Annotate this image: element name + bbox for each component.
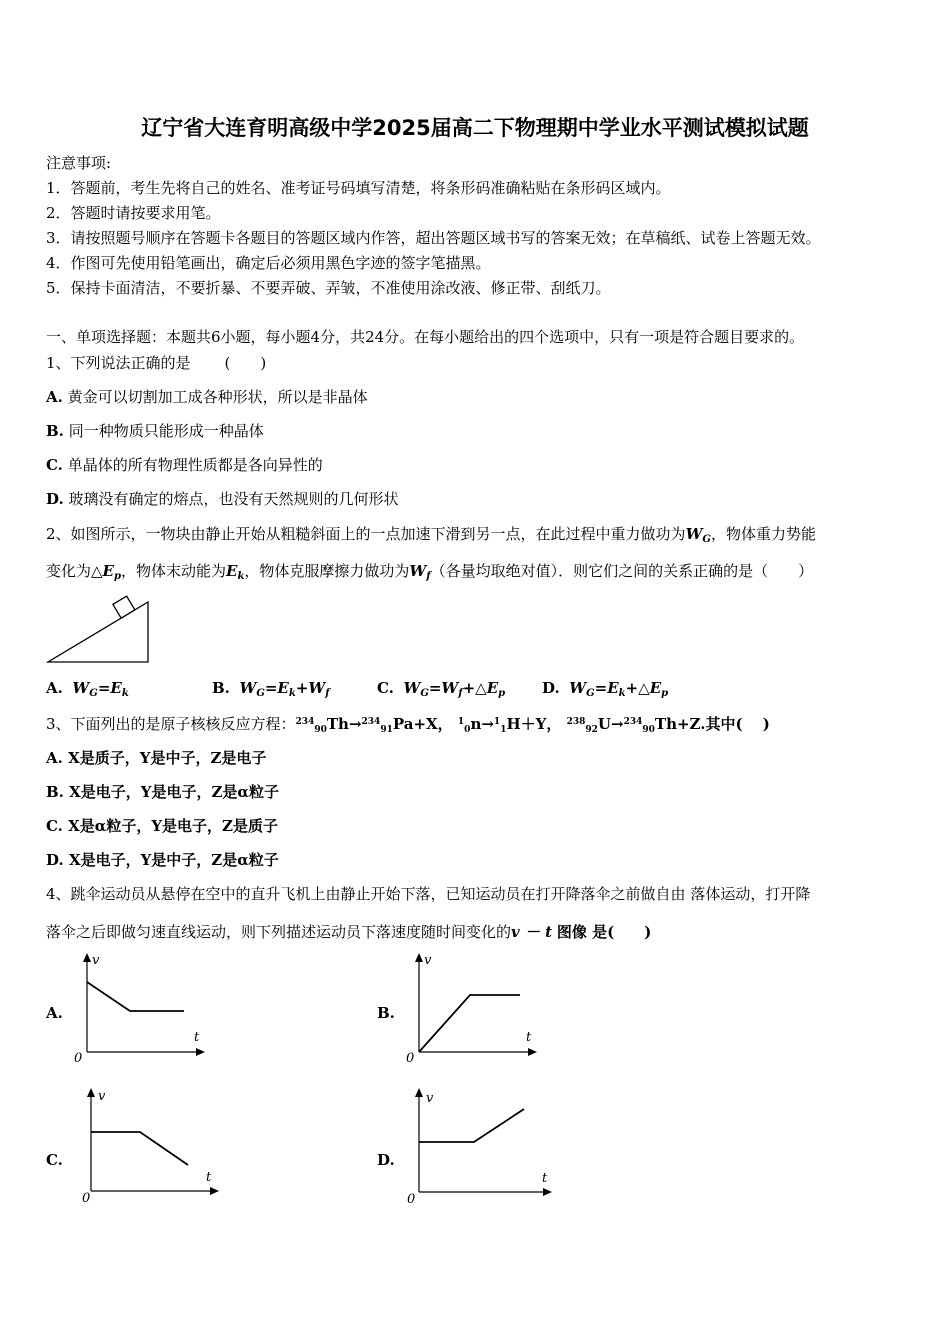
notice-item-3: 3．请按照题号顺序在答题卡各题目的答题区域内作答，超出答题区域书写的答案无效；在草稿纸、试卷上答题无效。 (46, 229, 821, 247)
q3-option-c: C. X是α粒子，Y是电子，Z是质子 (46, 817, 278, 835)
graph-b (404, 950, 544, 1065)
q1-stem: 1、下列说法正确的是 ( ) (46, 354, 267, 372)
graph-a-t-arrow (196, 1048, 205, 1056)
graph-d-t-label: t (542, 1171, 548, 1186)
page-title: 辽宁省大连育明高级中学2025届高二下物理期中学业水平测试模拟试题 (141, 116, 809, 140)
q1-option-a: A. 黄金可以切割加工成各种形状，所以是非晶体 (46, 388, 368, 406)
graph-c-origin: 0 (82, 1191, 91, 1205)
q3-option-a: A. X是质子，Y是中子，Z是电子 (46, 749, 267, 767)
graph-c-t-label: t (206, 1170, 212, 1185)
q4-stem-line1: 4、跳伞运动员从悬停在空中的直升飞机上由静止开始下落，已知运动员在打开降落伞之前做自由 落体运动，打开降 (46, 885, 811, 903)
graph-a (72, 950, 212, 1065)
graph-b-t-label: t (526, 1030, 532, 1045)
q2-stem-line1: 2、如图所示，一物块由静止开始从粗糙斜面上的一点加速下滑到另一点，在此过程中重力做功为$W_G$，物体重力势能 (46, 525, 816, 545)
graph-c-v-label: v (98, 1089, 106, 1104)
q3-option-b: B. X是电子，Y是电子，Z是α粒子 (46, 783, 279, 801)
graph-c (76, 1085, 226, 1205)
graph-d-v-arrow (415, 1088, 423, 1097)
q1-option-c: C. 单晶体的所有物理性质都是各向异性的 (46, 456, 323, 474)
notice-item-4: 4．作图可先使用铅笔画出，确定后必须用黑色字迹的签字笔描黑。 (46, 254, 491, 272)
sliding-block (113, 596, 135, 618)
notice-item-1: 1．答题前，考生先将自己的姓名、准考证号码填写清楚，将条形码准确粘贴在条形码区域内。 (46, 179, 671, 197)
q3-stem: 3、下面列出的是原子核核反应方程：$^{234}_{90}$Th→$^{234}_{91}$Pa+X， $^1_0$n→$^1_1$H＋Y， $^{238}_{92}$U→$^{234}_{90}$Th+Z.其中( ) (46, 715, 770, 735)
graph-a-v-arrow (83, 953, 91, 962)
section-heading: 一、单项选择题：本题共6小题，每小题4分，共24分。在每小题给出的四个选项中，只有一项是符合题目要求的。 (46, 328, 805, 346)
q2-option-a: A. $W_G=E_k$ (46, 679, 129, 699)
notice-item-5: 5．保持卡面清洁，不要折暴、不要弄破、弄皱，不准使用涂改液、修正带、刮纸刀。 (46, 279, 611, 297)
notice-item-2: 2．答题时请按要求用笔。 (46, 204, 221, 222)
q2-stem-line2: 变化为$\triangle E_p$，物体末动能为$E_k$，物体克服摩擦力做功为$W_f$（各量均取绝对值）．则它们之间的关系正确的是（ ） (46, 562, 814, 582)
q1-option-d: D. 玻璃没有确定的熔点，也没有天然规则的几何形状 (46, 490, 399, 508)
graph-c-curve (91, 1132, 188, 1165)
q1-option-b: B. 同一种物质只能形成一种晶体 (46, 422, 264, 440)
q4-option-d-label: D. (377, 1151, 395, 1169)
graph-a-v-label: v (92, 953, 100, 968)
q2-option-b: B. $W_G=E_k+W_f$ (212, 679, 330, 699)
graph-d-curve (419, 1109, 524, 1142)
q4-option-b-label: B. (377, 1004, 395, 1022)
graph-a-curve (87, 982, 184, 1011)
q3-option-d: D. X是电子，Y是中子，Z是α粒子 (46, 851, 279, 869)
graph-b-v-arrow (415, 953, 423, 962)
graph-a-t-label: t (194, 1030, 200, 1045)
notice-heading: 注意事项: (46, 154, 112, 172)
graph-b-curve (419, 995, 520, 1052)
graph-b-origin: 0 (406, 1051, 415, 1065)
graph-b-t-arrow (528, 1048, 537, 1056)
graph-d-origin: 0 (407, 1192, 416, 1207)
graph-a-origin: 0 (74, 1051, 83, 1065)
graph-d-t-arrow (543, 1188, 552, 1196)
graph-c-v-arrow (87, 1088, 95, 1097)
q4-stem-line2: 落伞之后即做匀速直线运动，则下列描述运动员下落速度随时间变化的v － t 图像 是( ) (46, 923, 652, 941)
q2-option-c: C. $W_G=W_f+\triangle E_p$ (377, 679, 506, 699)
graph-d (404, 1085, 559, 1207)
incline-figure (44, 590, 156, 666)
graph-d-v-label: v (426, 1091, 434, 1106)
graph-b-v-label: v (424, 953, 432, 968)
q4-option-c-label: C. (46, 1151, 63, 1169)
graph-c-t-arrow (210, 1187, 219, 1195)
q2-option-d: D. $W_G=E_k+\triangle E_p$ (542, 679, 669, 699)
q4-option-a-label: A. (46, 1004, 63, 1022)
